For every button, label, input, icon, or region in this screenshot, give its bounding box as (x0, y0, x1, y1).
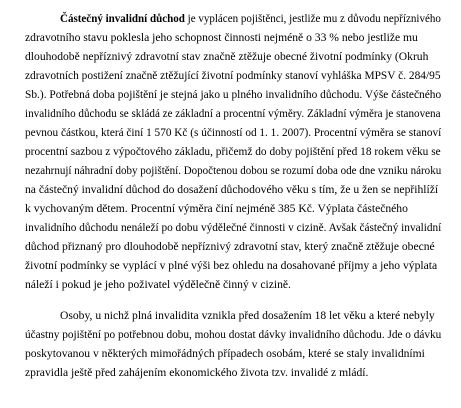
paragraph-1-line-15: náleží i pokud je jeho poživatel výdělečně činný v cizině. (25, 278, 291, 291)
paragraph-2-line-4: zpravidla ještě před zahájením ekonomického života tzv. invalidé z mládí. (25, 366, 369, 379)
paragraph-1-line-13: důchod přiznaný pro dlouhodobě nepříznivý zdravotní stav, který značně ztěžuje obecné (25, 240, 435, 253)
paragraph-2-line-2: účastny pojištění po potřebnou dobu, mohou dostat dávky invalidního důchodu. Jde o dávku (25, 328, 442, 341)
paragraph-2-line-3: poskytovanou v některých mimořádných případech osobám, které se staly invalidními (25, 347, 425, 360)
paragraph-2-line-1: Osoby, u nichž plná invalidita vznikla před dosažením 18 let věku a které nebyly (60, 309, 435, 322)
paragraph-1-line-10: na částečný invalidní důchod do dosažení důchodového věku s tím, že u žen se nepřihlíží (25, 183, 439, 196)
paragraph-1-line-12: invalidního důchodu nenáleží po dobu výdělečné činnosti v cizině. Avšak částečný invalidní (25, 221, 442, 234)
term-heading: Částečný invalidní důchod (60, 12, 185, 25)
paragraph-1-line-3: dlouhodobě nepříznivý zdravotní stav značně ztěžuje obecné životní podmínky (Okruh (25, 50, 429, 63)
paragraph-1-line-8: procentní sazbou z výpočtového základu, přičemž do doby pojištění před 18 rokem věku se (25, 145, 441, 158)
paragraph-1-line-9: nezahrnují náhradní doby pojištění. Dopočtenou dobou se rozumí doba ode dne vzniku nároku (25, 164, 442, 177)
line-text: je vyplácen pojištěnci, jestliže mu z důvodu nepříznivého (184, 12, 441, 25)
paragraph-1-line-7: pevnou částkou, která činí 1 570 Kč (s účinností od 1. 1. 2007). Procentní výměra se stanoví (25, 126, 442, 139)
paragraph-1-line-4: zdravotních postižení značně ztěžující životní podmínky stanoví vyhláška MPSV č. 284/95 (25, 69, 441, 82)
paragraph-1-line-11: k vychovaným dětem. Procentní výměra činí nejméně 385 Kč. Výplata částečného (25, 202, 408, 215)
paragraph-1-line-5: Sb.). Potřebná doba pojištění je stejná jako u plného invalidního důchodu. Výše částečného (25, 88, 442, 101)
paragraph-1-line-6: invalidního důchodu se skládá ze základní a procentní výměry. Základní výměra je stanovena (25, 107, 441, 120)
paragraph-1-line-1 (60, 10, 441, 28)
paragraph-1-line-14: životní podmínky se vyplácí v plné výši bez ohledu na dosahované příjmy a jeho výplata (25, 259, 438, 272)
paragraph-1-line-2: zdravotního stavu poklesla jeho schopnost činnosti nejméně o 33 % nebo jestliže mu (25, 31, 418, 44)
